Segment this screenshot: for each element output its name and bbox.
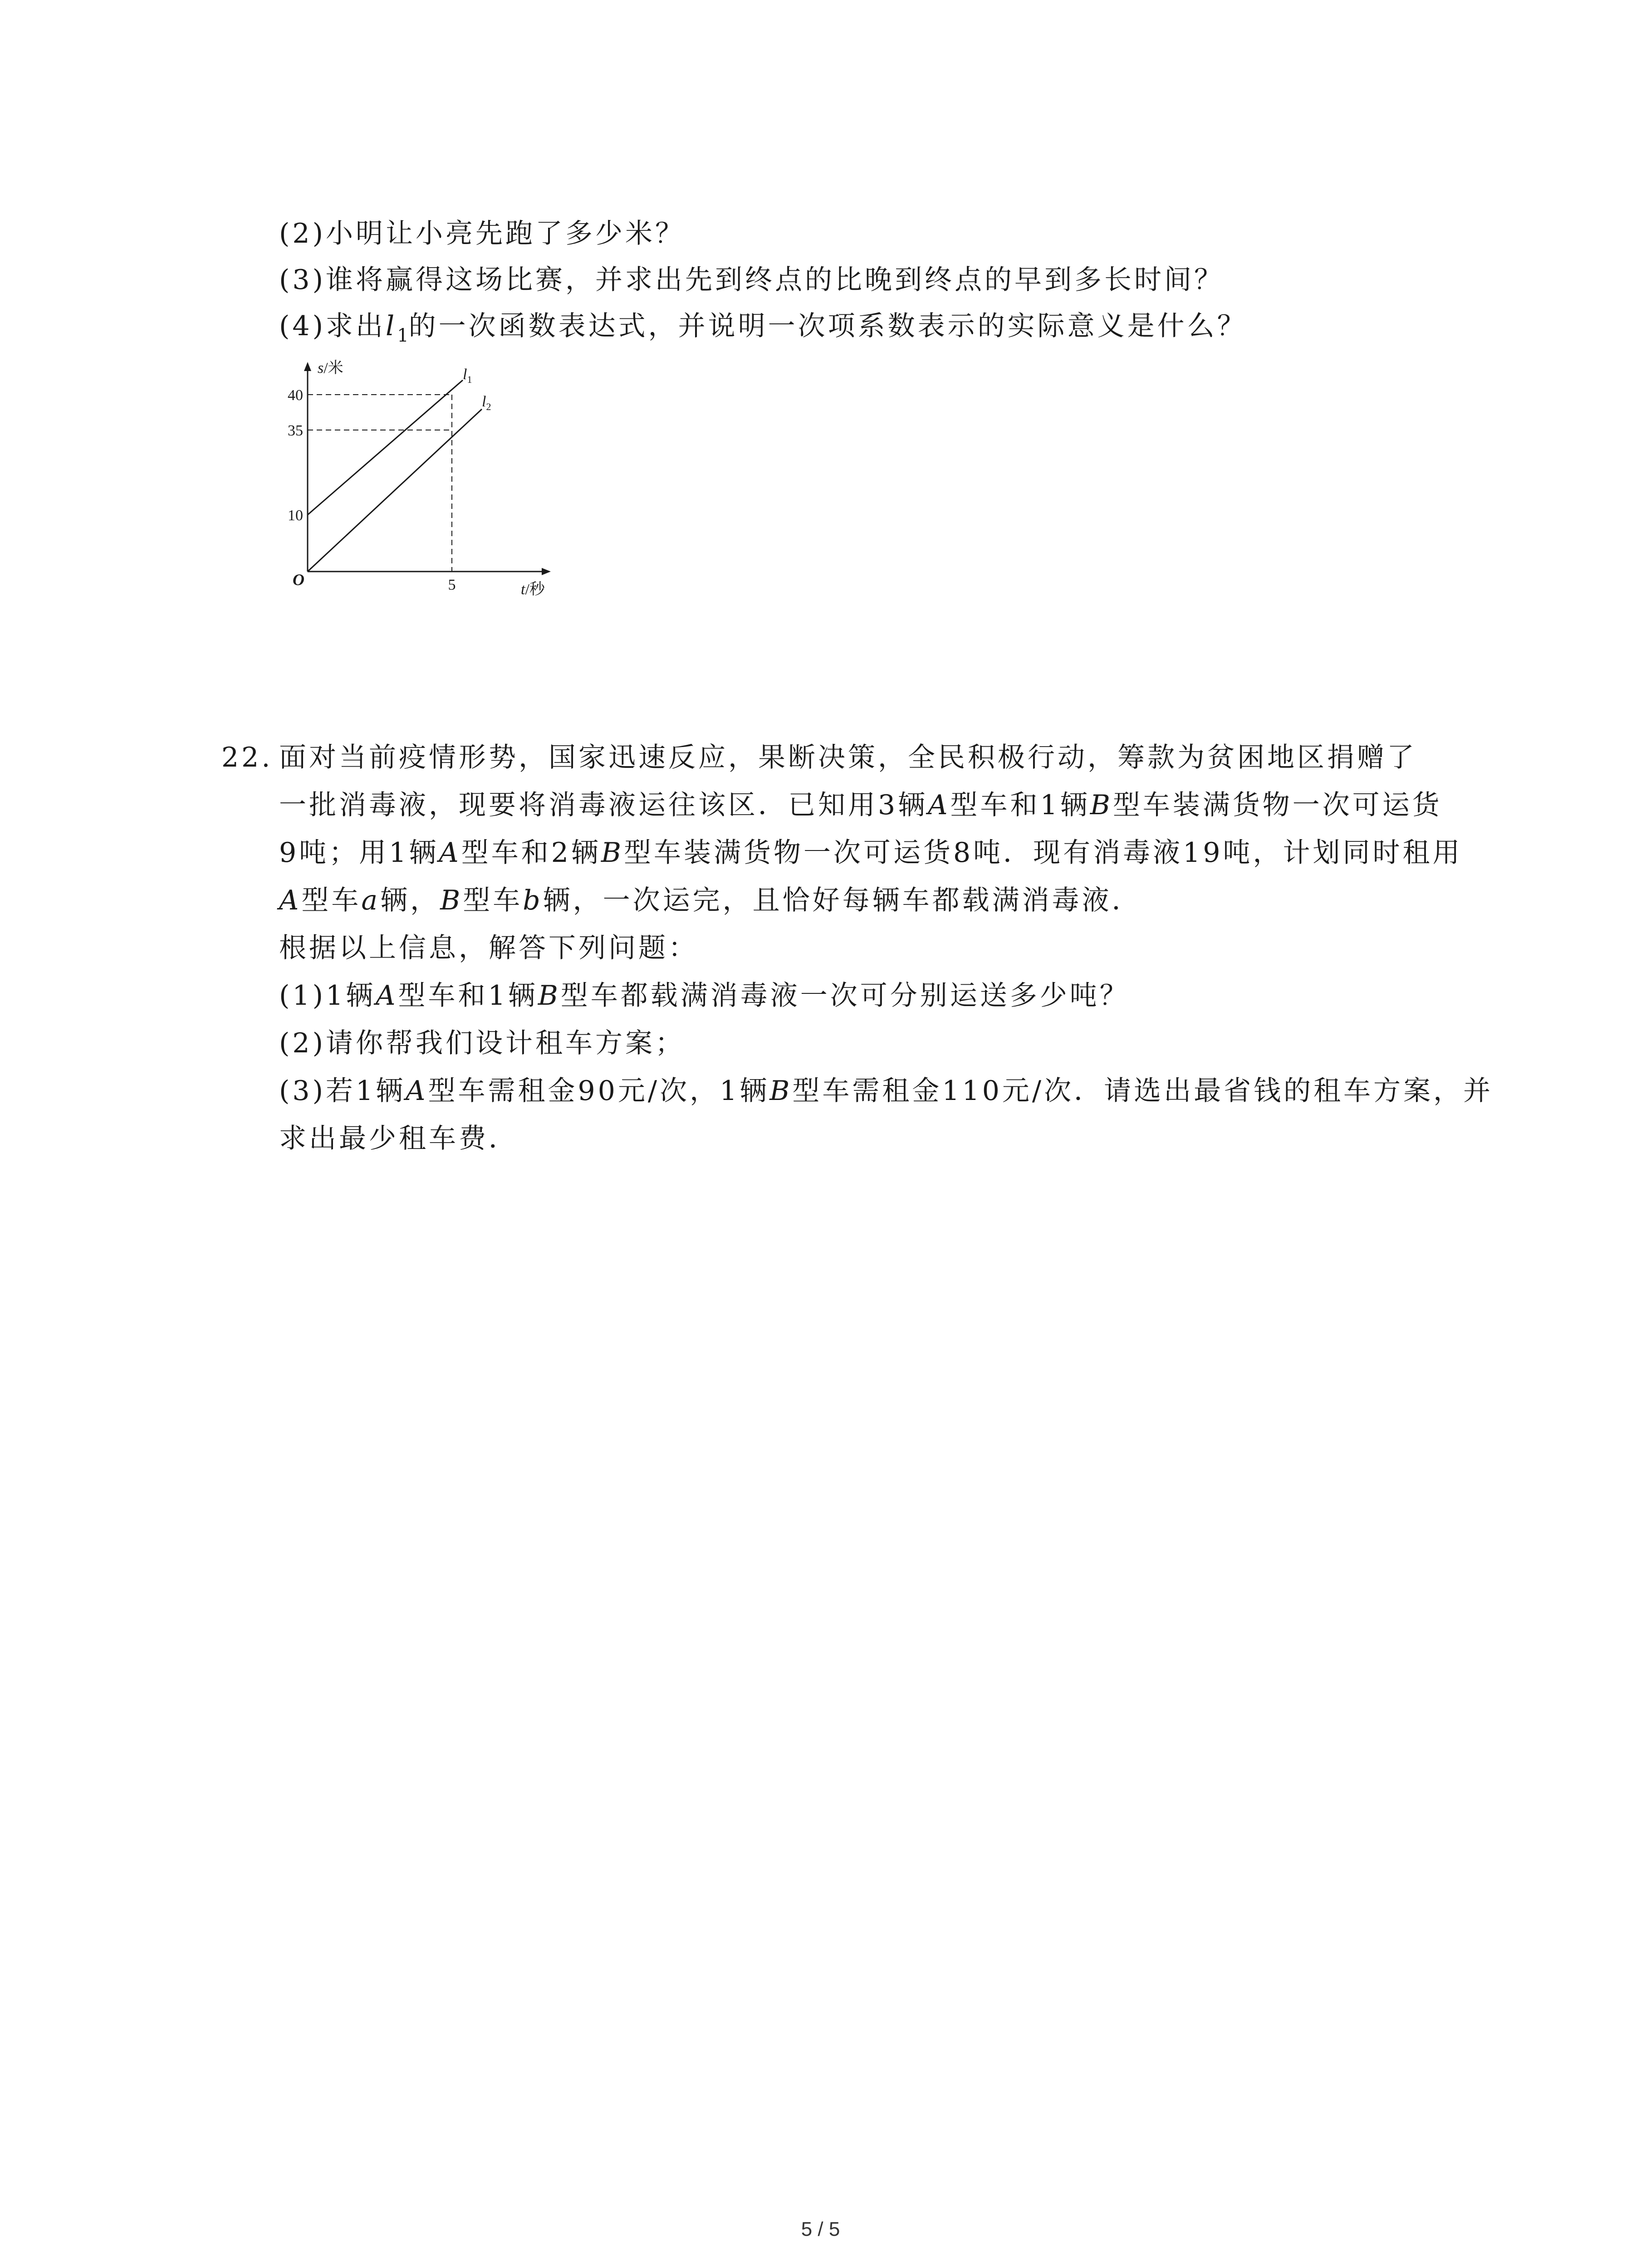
q22-line-4-A: A (279, 885, 302, 916)
q22-part-3-A: A (406, 1075, 428, 1107)
line-l2-label-var: l (482, 393, 486, 410)
x-axis-label-unit: /秒 (525, 581, 545, 598)
q22-part-2: (2)请你帮我们设计租车方案； (279, 1027, 685, 1059)
q22-part-1-A: A (376, 980, 398, 1012)
q22-line-3-A: A (439, 837, 461, 869)
y-axis-arrow (304, 362, 311, 371)
y-tick-40: 40 (288, 387, 303, 404)
q22-part-3 (279, 1070, 1493, 1111)
line-l2 (308, 409, 482, 572)
y-tick-10: 10 (288, 507, 303, 524)
line-l1-label-sub: 1 (467, 374, 472, 385)
q22-line-4-d: 辆，一次运完，且恰好每辆车都载满消毒液． (543, 885, 1142, 916)
line-l2-label (482, 393, 491, 412)
q22-part-1-c: 型车都载满消毒液一次可分别运送多少吨？ (560, 980, 1130, 1012)
q22-line-3-a: 9吨；用1辆 (279, 837, 439, 869)
q22-line-4-b: 辆， (380, 885, 441, 916)
graph-svg (272, 358, 581, 599)
line-l1 (308, 380, 463, 515)
x-tick-5: 5 (448, 577, 456, 593)
q22-line-2-b: 型车和1辆 (950, 789, 1090, 821)
q21-part-4-text-a: (4)求出 (279, 310, 386, 342)
q21-part-4 (279, 306, 1247, 356)
line-l1-label (463, 366, 472, 385)
q22-line-4-a: 型车 (301, 885, 362, 916)
y-axis-label-var: s (318, 360, 324, 376)
q22-line-4-c: 型车 (463, 885, 523, 916)
q22-line-3-B: B (601, 837, 624, 869)
q22-line-3 (279, 832, 1463, 873)
q22-line-3-b: 型车和2辆 (461, 837, 601, 869)
origin-label: O (293, 571, 304, 589)
q22-line-2 (279, 785, 1442, 826)
line-l1-label-var: l (463, 366, 467, 383)
y-axis-label-unit: /米 (323, 360, 343, 376)
q22-part-3-cont: 求出最少租车费． (279, 1123, 519, 1154)
q22-line-4-var-b: b (523, 885, 543, 916)
q22-line-4-var-a: a (361, 885, 381, 916)
q21-part-3: (3)谁将赢得这场比赛，并求出先到终点的比晚到终点的早到多长时间？ (279, 264, 1224, 296)
q22-part-3-c: 型车需租金110元/次．请选出最省钱的租车方案，并 (792, 1075, 1494, 1107)
q21-part-4-var: l (386, 310, 397, 342)
q22-line-1: 面对当前疫情形势，国家迅速反应，果断决策，全民积极行动，筹款为贫困地区捐赠了 (279, 742, 1417, 773)
q22-part-1 (279, 975, 1130, 1016)
q22-part-3-a: (3)若1辆 (279, 1075, 406, 1107)
page-number: 5 / 5 (801, 2218, 840, 2240)
q22-number: 22. (221, 742, 273, 773)
y-tick-35: 35 (288, 422, 303, 439)
q22-line-4 (279, 880, 1142, 921)
line-l2-label-sub: 2 (486, 401, 491, 412)
q22-line-2-A: A (928, 789, 950, 821)
q22-line-2-c: 型车装满货物一次可运货 (1112, 789, 1442, 821)
q22-part-1-a: (1)1辆 (279, 980, 376, 1012)
q22-part-1-b: 型车和1辆 (398, 980, 538, 1012)
q22-line-5: 根据以上信息，解答下列问题： (279, 932, 698, 964)
q22-part-1-B: B (538, 980, 561, 1012)
q22-line-4-B: B (440, 885, 463, 916)
q22-line-3-c: 型车装满货物一次可运货8吨．现有消毒液19吨，计划同时租用 (623, 837, 1463, 869)
q22-line-2-a: 一批消毒液，现要将消毒液运往该区．已知用3辆 (279, 789, 928, 821)
y-axis-label (318, 359, 343, 376)
x-axis-arrow (542, 568, 551, 575)
distance-time-graph (272, 358, 581, 599)
q21-part-4-sub: 1 (397, 325, 409, 346)
q21-part-4-text-b: 的一次函数表达式，并说明一次项系数表示的实际意义是什么？ (408, 310, 1247, 342)
q22-line-2-B: B (1090, 789, 1113, 821)
q21-part-2: (2)小明让小亮先跑了多少米？ (279, 218, 685, 249)
q22-part-3-B: B (769, 1075, 793, 1107)
x-axis-label-var: t (521, 581, 525, 598)
q22-part-3-b: 型车需租金90元/次，1辆 (428, 1075, 770, 1107)
x-axis-label (521, 581, 546, 598)
